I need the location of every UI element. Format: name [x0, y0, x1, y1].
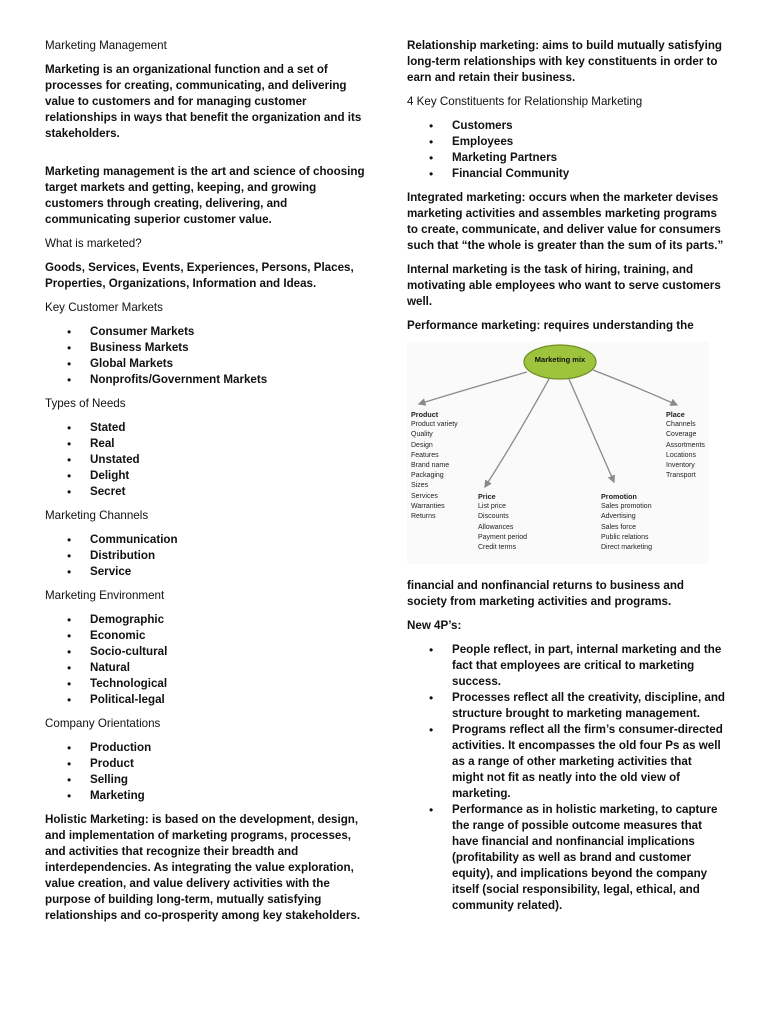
holistic-term: Holistic Marketing:	[45, 813, 149, 826]
environment-list	[45, 612, 365, 708]
product-item: Features	[411, 451, 439, 459]
list-item: • Economic	[45, 628, 365, 644]
performance-text: requires understanding the	[540, 319, 694, 332]
list-item: • Employees	[407, 134, 725, 150]
internal-term: Internal marketing	[407, 263, 508, 276]
product-item: Services	[411, 492, 438, 500]
holistic-text: is based on the development, design, and implementation of marketing programs, processes, and activities that recognize their breadth and interdependencies. As integrating the value exploration, value creation, and value delivery activities with the purpose of building long-term, mutually satisfying relationships and co-prosperity among key stakeholders.	[45, 813, 361, 922]
promotion-title: Promotion	[601, 492, 637, 501]
what-marketed-question: What is marketed?	[45, 237, 142, 250]
list-item: • Real	[45, 436, 365, 452]
list-item: • Technological	[45, 676, 365, 692]
arrow-product	[419, 372, 527, 404]
list-item: • Demographic	[45, 612, 365, 628]
list-item: • Programs reflect all the firm’s consumer-directed activities. It encompasses the old four Ps as well as a range of other marketing activities that might not fit as neatly into the old view of marketing.	[407, 722, 725, 802]
price-item: Discounts	[478, 513, 509, 521]
product-item: Sizes	[411, 482, 429, 490]
mm-def-text: Marketing management is the art and science of choosing target markets and getting, keeping, and growing customers through creating, delivering, and communicating superior customer value.	[45, 165, 365, 226]
list-item: • Processes reflect all the creativity, discipline, and structure brought to marketing management.	[407, 690, 725, 722]
what-marketed-answer	[45, 260, 365, 292]
product-item: Product variety	[411, 421, 458, 429]
performance-term: Performance marketing:	[407, 319, 541, 332]
arrow-promotion	[569, 379, 614, 482]
needs-list	[45, 420, 365, 500]
list-item: • People reflect, in part, internal marketing and the fact that employees are critical to marketing success.	[407, 642, 725, 690]
holistic-paragraph	[45, 812, 365, 924]
product-item: Design	[411, 441, 433, 449]
place-item: Transport	[666, 472, 696, 480]
promotion-item: Sales promotion	[601, 503, 652, 511]
promotion-item: Public relations	[601, 533, 649, 541]
key-markets-title: Key Customer Markets	[45, 301, 163, 314]
list-item: • Nonprofits/Government Markets	[45, 372, 365, 388]
list-item: • Natural	[45, 660, 365, 676]
marketing-management-definition	[45, 164, 365, 228]
new4p-list	[407, 642, 725, 914]
price-item: Credit terms	[478, 544, 517, 552]
channels-list	[45, 532, 365, 580]
orientations-list	[45, 740, 365, 804]
place-title: Place	[666, 410, 685, 419]
new4p-title: New 4P’s:	[407, 619, 462, 632]
needs-title: Types of Needs	[45, 397, 126, 410]
price-block	[478, 492, 527, 553]
list-item: • Selling	[45, 772, 365, 788]
list-item: • Marketing	[45, 788, 365, 804]
performance-continuation	[407, 578, 725, 610]
page-title: Marketing Management	[45, 39, 167, 52]
left-column	[45, 38, 365, 932]
performance-cont-text: financial and nonfinancial returns to business and society from marketing activities and programs.	[407, 579, 685, 608]
place-block	[666, 410, 705, 481]
marketing-term: Marketing	[45, 63, 100, 76]
list-item: • Customers	[407, 118, 725, 134]
list-item: • Unstated	[45, 452, 365, 468]
what-marketed-text: Goods, Services, Events, Experiences, Persons, Places, Properties, Organizations, Information and Ideas.	[45, 261, 354, 290]
price-item: List price	[478, 503, 507, 511]
relationship-text: aims to build mutually satisfying long-term relationships with key constituents in order to earn and retain their business.	[407, 39, 723, 84]
list-item: • Delight	[45, 468, 365, 484]
place-item: Assortments	[666, 441, 705, 449]
list-item: • Performance as in holistic marketing, to capture the range of possible outcome measures that have financial and nonfinancial implications (profitability as well as brand and customer equity), and implications beyond the company itself (social responsibility, legal, ethical, and community related).	[407, 802, 725, 914]
promotion-item: Sales force	[601, 523, 637, 531]
right-column	[407, 38, 725, 922]
arrow-place	[593, 370, 677, 405]
product-block	[411, 410, 458, 522]
product-item: Packaging	[411, 472, 444, 480]
list-item: • Consumer Markets	[45, 324, 365, 340]
list-item: • Stated	[45, 420, 365, 436]
integrated-term: Integrated marketing:	[407, 191, 526, 204]
internal-text: is the task of hiring, training, and motivating able employees who want to serve customers well.	[407, 263, 721, 308]
product-item: Quality	[411, 431, 433, 439]
list-item: • Communication	[45, 532, 365, 548]
product-item: Brand name	[411, 462, 450, 470]
performance-paragraph	[407, 318, 725, 334]
promotion-block	[601, 492, 652, 553]
list-item: • Service	[45, 564, 365, 580]
constituents-title: 4 Key Constituents for Relationship Marketing	[407, 95, 643, 108]
integrated-text: occurs when the marketer devises marketing activities and assembles marketing programs to create, communicate, and deliver value for consumers such that “the whole is greater than the sum of its parts.”	[407, 191, 724, 252]
price-item: Payment period	[478, 533, 528, 541]
list-item: • Global Markets	[45, 356, 365, 372]
product-title: Product	[411, 410, 439, 419]
marketing-mix-diagram	[407, 342, 709, 564]
list-item: • Production	[45, 740, 365, 756]
place-item: Inventory	[666, 462, 695, 470]
key-markets-list	[45, 324, 365, 388]
price-item: Allowances	[478, 523, 514, 531]
promotion-item: Advertising	[601, 513, 636, 521]
place-item: Coverage	[666, 431, 697, 439]
product-item: Returns	[411, 513, 436, 521]
center-label: Marketing mix	[534, 355, 586, 364]
list-item: • Secret	[45, 484, 365, 500]
list-item: • Financial Community	[407, 166, 725, 182]
relationship-term: Relationship marketing:	[407, 39, 540, 52]
environment-title: Marketing Environment	[45, 589, 165, 602]
integrated-paragraph	[407, 190, 725, 254]
promotion-item: Direct marketing	[601, 544, 652, 552]
relationship-paragraph	[407, 38, 725, 86]
price-title: Price	[478, 492, 496, 501]
list-item: • Distribution	[45, 548, 365, 564]
place-item: Channels	[666, 421, 696, 429]
list-item: • Business Markets	[45, 340, 365, 356]
marketing-definition	[45, 62, 365, 142]
list-item: • Product	[45, 756, 365, 772]
list-item: • Socio-cultural	[45, 644, 365, 660]
orientations-title: Company Orientations	[45, 717, 161, 730]
arrow-price	[485, 379, 549, 487]
internal-paragraph	[407, 262, 725, 310]
product-item: Warranties	[411, 502, 445, 510]
list-item: • Political-legal	[45, 692, 365, 708]
place-item: Locations	[666, 451, 696, 459]
list-item: • Marketing Partners	[407, 150, 725, 166]
channels-title: Marketing Channels	[45, 509, 149, 522]
constituents-list	[407, 118, 725, 182]
marketing-def-text: is an organizational function and a set of processes for creating, communicating, and delivering value to customers and for managing customer relationships in ways that benefit the organization and its stakeholders.	[45, 63, 362, 140]
